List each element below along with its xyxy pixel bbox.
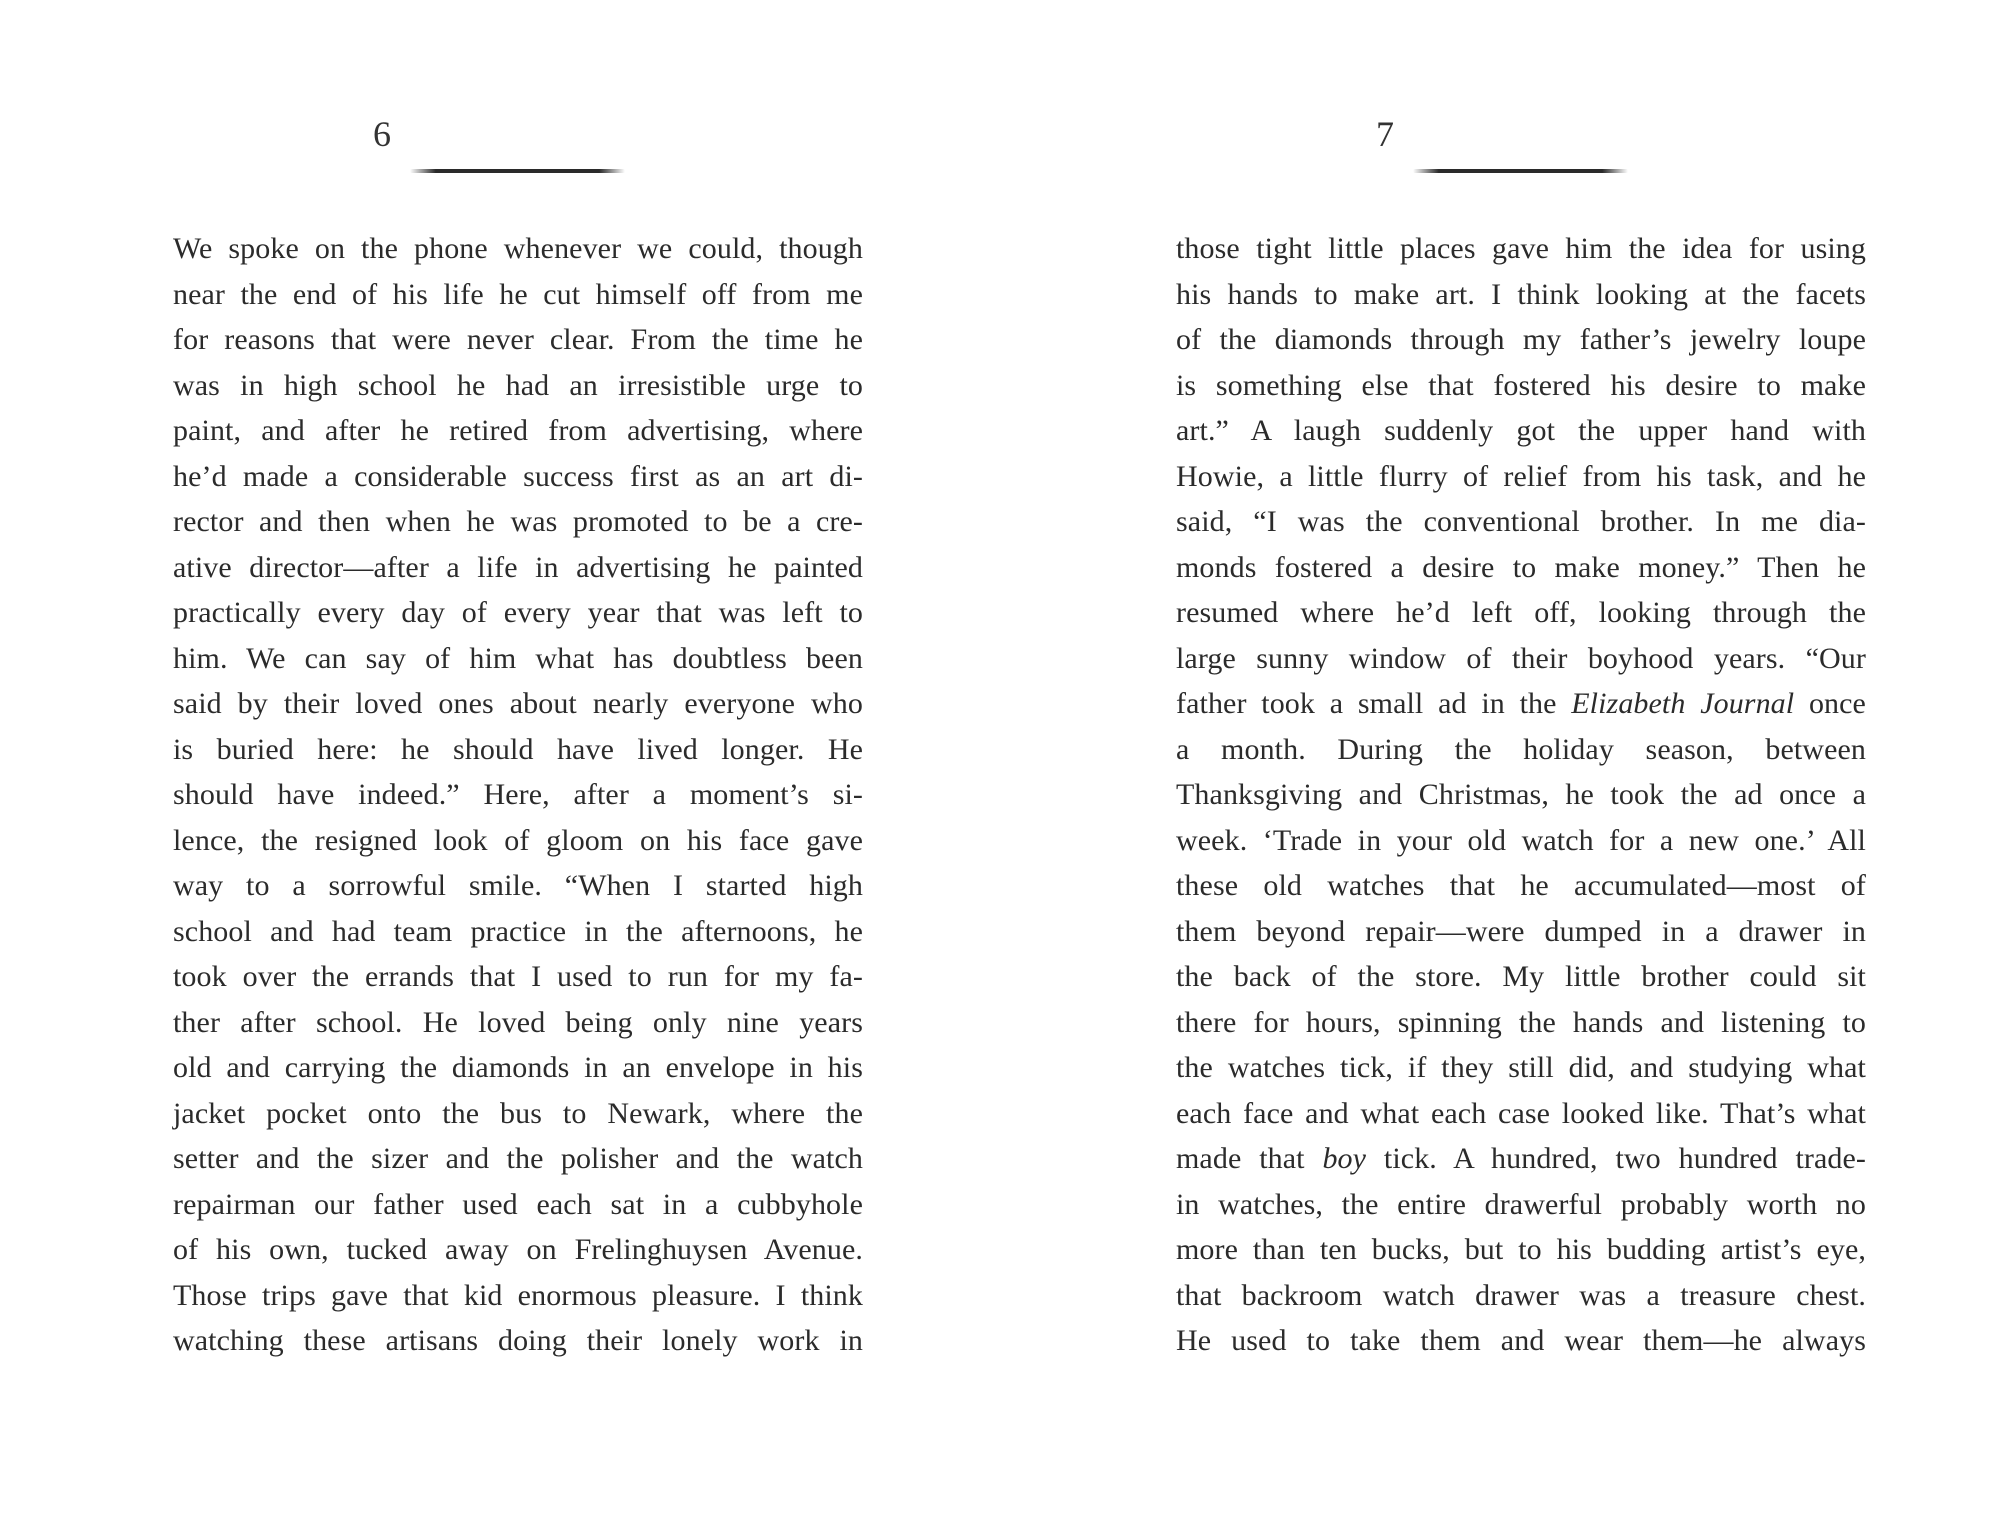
text-line: week. ‘Trade in your old watch for a new one.’ All <box>1176 823 1866 857</box>
text-line: his hands to make art. I think looking at the facets <box>1176 277 1866 311</box>
text-line <box>1176 1136 1866 1182</box>
left-page <box>173 0 863 1540</box>
text-line: way to a sorrowful smile. “When I started high <box>173 869 863 902</box>
text-line: in watches, the entire drawerful probably worth no <box>1176 1187 1866 1221</box>
text-line: said by their loved ones about nearly everyone who <box>173 687 863 720</box>
text-line: a month. During the holiday season, between <box>1176 732 1866 766</box>
text-line: large sunny window of their boyhood years. “Our <box>1176 641 1866 675</box>
text-line: was in high school he had an irresistible urge to <box>173 368 863 402</box>
page-number-right: 7 <box>1376 114 1394 154</box>
right-page <box>1176 0 1866 1540</box>
text-line: We spoke on the phone whenever we could, though <box>173 232 863 265</box>
text-segment: father took a small ad in the <box>1176 687 1572 720</box>
text-line: near the end of his life he cut himself off from me <box>173 277 863 311</box>
text-line: Those trips gave that kid enormous pleasure. I think <box>173 1278 863 1312</box>
text-line: of the diamonds through my father’s jewelry loupe <box>1176 323 1866 356</box>
text-line: him. We can say of him what has doubtless been <box>173 641 863 675</box>
italic-title: boy <box>1322 1142 1367 1175</box>
text-line: more than ten bucks, but to his budding artist’s eye, <box>1176 1233 1866 1266</box>
text-line <box>1176 681 1866 727</box>
text-line: there for hours, spinning the hands and listening to <box>1176 1005 1866 1039</box>
text-line: paint, and after he retired from advertising, where <box>173 414 863 447</box>
text-line: these old watches that he accumulated—most of <box>1176 869 1866 902</box>
text-line: of his own, tucked away on Frelinghuysen Avenue. <box>173 1233 863 1266</box>
text-line: he’d made a considerable success first as an art di- <box>173 459 863 493</box>
text-segment: made that <box>1176 1142 1323 1175</box>
page-number-left: 6 <box>373 114 391 154</box>
text-line: jacket pocket onto the bus to Newark, where the <box>173 1096 863 1130</box>
text-segment: once <box>1794 687 1866 720</box>
text-segment: tick. A hundred, two hundred trade- <box>1366 1142 1867 1175</box>
page-number-rule-right <box>1413 169 1628 173</box>
text-line: monds fostered a desire to make money.” Then he <box>1176 550 1866 584</box>
text-line: ther after school. He loved being only nine years <box>173 1005 863 1039</box>
text-line: is buried here: he should have lived longer. He <box>173 732 863 766</box>
text-line: resumed where he’d left off, looking through the <box>1176 596 1866 629</box>
text-line: setter and the sizer and the polisher and the watch <box>173 1142 863 1175</box>
text-line: that backroom watch drawer was a treasure chest. <box>1176 1278 1866 1312</box>
text-line: lence, the resigned look of gloom on his face gave <box>173 823 863 857</box>
text-line: practically every day of every year that was left to <box>173 596 863 629</box>
text-line: watching these artisans doing their lonely work in <box>173 1324 863 1357</box>
page-number-rule-left <box>410 169 625 173</box>
text-line: them beyond repair—were dumped in a drawer in <box>1176 914 1866 948</box>
text-line: the back of the store. My little brother could sit <box>1176 960 1866 993</box>
text-line: ative director—after a life in advertising he painted <box>173 550 863 584</box>
text-line: Thanksgiving and Christmas, he took the ad once a <box>1176 778 1866 811</box>
text-line: art.” A laugh suddenly got the upper hand with <box>1176 414 1866 447</box>
left-page-text <box>173 226 863 1364</box>
text-line: each face and what each case looked like. That’s what <box>1176 1096 1866 1130</box>
text-line: those tight little places gave him the idea for using <box>1176 232 1866 265</box>
text-line: school and had team practice in the afternoons, he <box>173 914 863 948</box>
text-line: Howie, a little flurry of relief from his task, and he <box>1176 459 1866 493</box>
text-line: for reasons that were never clear. From the time he <box>173 323 863 356</box>
text-line: the watches tick, if they still did, and studying what <box>1176 1051 1866 1084</box>
right-page-text <box>1176 226 1866 1364</box>
text-line: should have indeed.” Here, after a moment’s si- <box>173 778 863 811</box>
text-line: rector and then when he was promoted to be a cre- <box>173 505 863 538</box>
italic-title: Elizabeth Journal <box>1571 687 1795 720</box>
text-line: said, “I was the conventional brother. In me dia- <box>1176 505 1866 538</box>
text-line: He used to take them and wear them—he always <box>1176 1324 1866 1357</box>
text-line: repairman our father used each sat in a cubbyhole <box>173 1187 863 1221</box>
text-line: took over the errands that I used to run for my fa- <box>173 960 863 993</box>
text-line: old and carrying the diamonds in an envelope in his <box>173 1051 863 1084</box>
text-line: is something else that fostered his desire to make <box>1176 368 1866 402</box>
